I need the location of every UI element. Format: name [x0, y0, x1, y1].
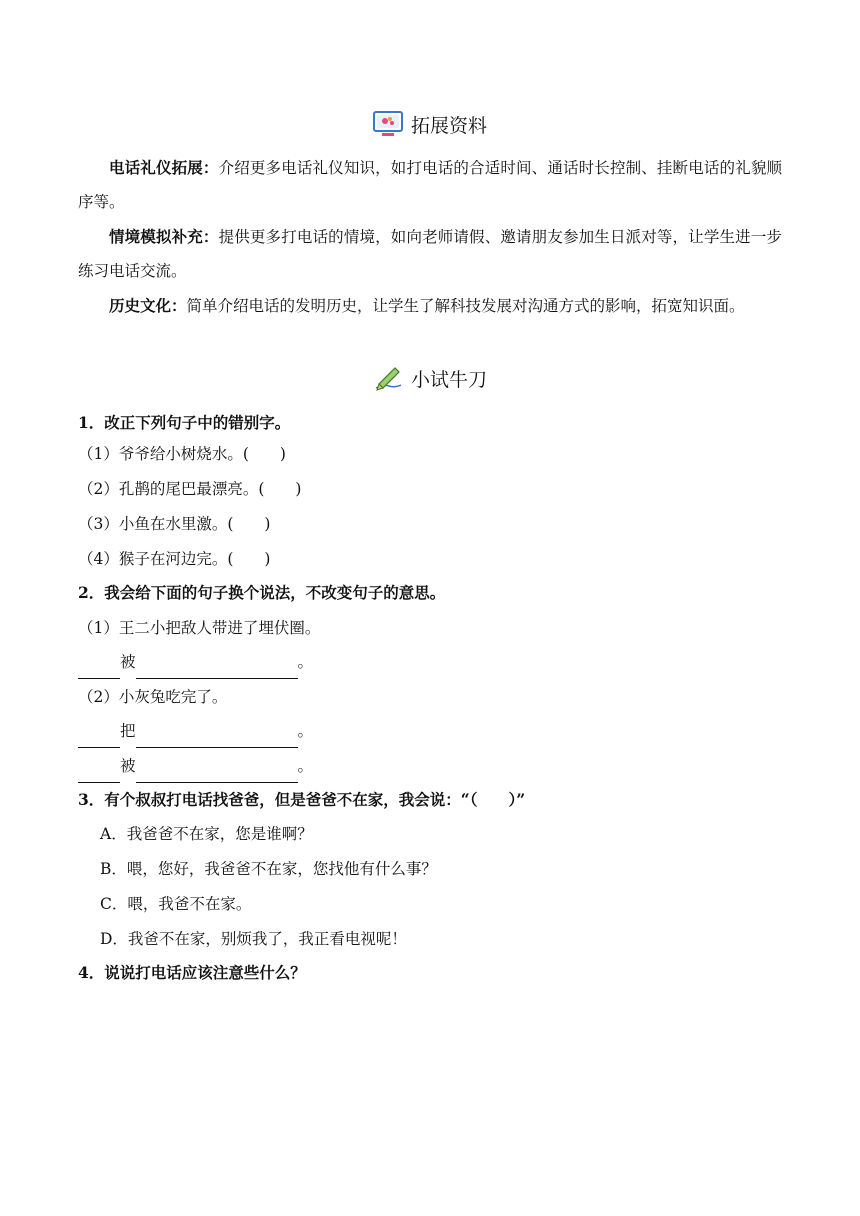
item-text: 提供更多打电话的情境，如向老师请假、邀请朋友参加生日派对等，让学生进一步练习电话交流。 — [78, 228, 782, 280]
ba-char: 把 — [120, 722, 136, 740]
question-2-sentence-1: （1）王二小把敌人带进了埋伏圈。 — [78, 619, 321, 637]
answer-blank[interactable] — [78, 727, 120, 748]
monitor-icon — [373, 110, 403, 138]
question-2-title: 2．我会给下面的句子换个说法，不改变句子的意思。 — [78, 583, 446, 602]
question-4-title: 4．说说打电话应该注意些什么？ — [78, 963, 306, 982]
question-3-title: 3．有个叔叔打电话找爸爸，但是爸爸不在家，我会说：“（ ）” — [78, 790, 526, 809]
answer-blank[interactable] — [78, 762, 120, 783]
option-b[interactable]: B．喂，您好，我爸爸不在家，您找他有什么事？ — [100, 860, 437, 878]
period: 。 — [297, 722, 314, 740]
pen-writing-icon — [373, 364, 403, 392]
item-text: 介绍更多电话礼仪知识，如打电话的合适时间、通话时长控制、挂断电话的礼貌顺序等。 — [78, 159, 782, 211]
question-1-item: （1）爷爷给小树烧水。( ) — [78, 445, 286, 463]
question-1-item: （4）猴子在河边完。( ) — [78, 550, 271, 568]
answer-blank[interactable] — [136, 658, 298, 679]
question-1-item: （3）小鱼在水里激。( ) — [78, 515, 271, 533]
bei-char: 被 — [120, 653, 136, 671]
answer-line-bei-1 — [78, 645, 313, 679]
answer-blank[interactable] — [136, 727, 298, 748]
answer-blank[interactable] — [78, 658, 120, 679]
answer-blank[interactable] — [136, 762, 298, 783]
option-a[interactable]: A．我爸爸不在家，您是谁啊？ — [100, 825, 313, 843]
answer-line-bei-2 — [78, 749, 313, 783]
option-c[interactable]: C．喂，我爸不在家。 — [100, 895, 252, 913]
question-1-title: 1．改正下列句子中的错别字。 — [78, 413, 291, 432]
period: 。 — [297, 757, 314, 775]
answer-line-ba — [78, 714, 313, 748]
extension-item-etiquette — [78, 151, 782, 219]
extension-heading — [0, 110, 860, 138]
item-label: 电话礼仪拓展： — [109, 158, 219, 177]
extension-item-scenario — [78, 220, 782, 288]
extension-item-history — [78, 289, 782, 323]
practice-title: 小试牛刀 — [410, 368, 487, 391]
option-d[interactable]: D．我爸不在家，别烦我了，我正看电视呢！ — [100, 930, 407, 948]
question-2-sentence-2: （2）小灰兔吃完了。 — [78, 688, 228, 706]
item-text: 简单介绍电话的发明历史，让学生了解科技发展对沟通方式的影响，拓宽知识面。 — [186, 297, 745, 315]
bei-char: 被 — [120, 757, 136, 775]
item-label: 情境模拟补充： — [109, 227, 219, 246]
item-label: 历史文化： — [109, 296, 187, 315]
period: 。 — [297, 653, 314, 671]
extension-title: 拓展资料 — [410, 114, 487, 137]
question-1-item: （2）孔鹊的尾巴最漂亮。( ) — [78, 480, 302, 498]
practice-heading — [0, 364, 860, 392]
